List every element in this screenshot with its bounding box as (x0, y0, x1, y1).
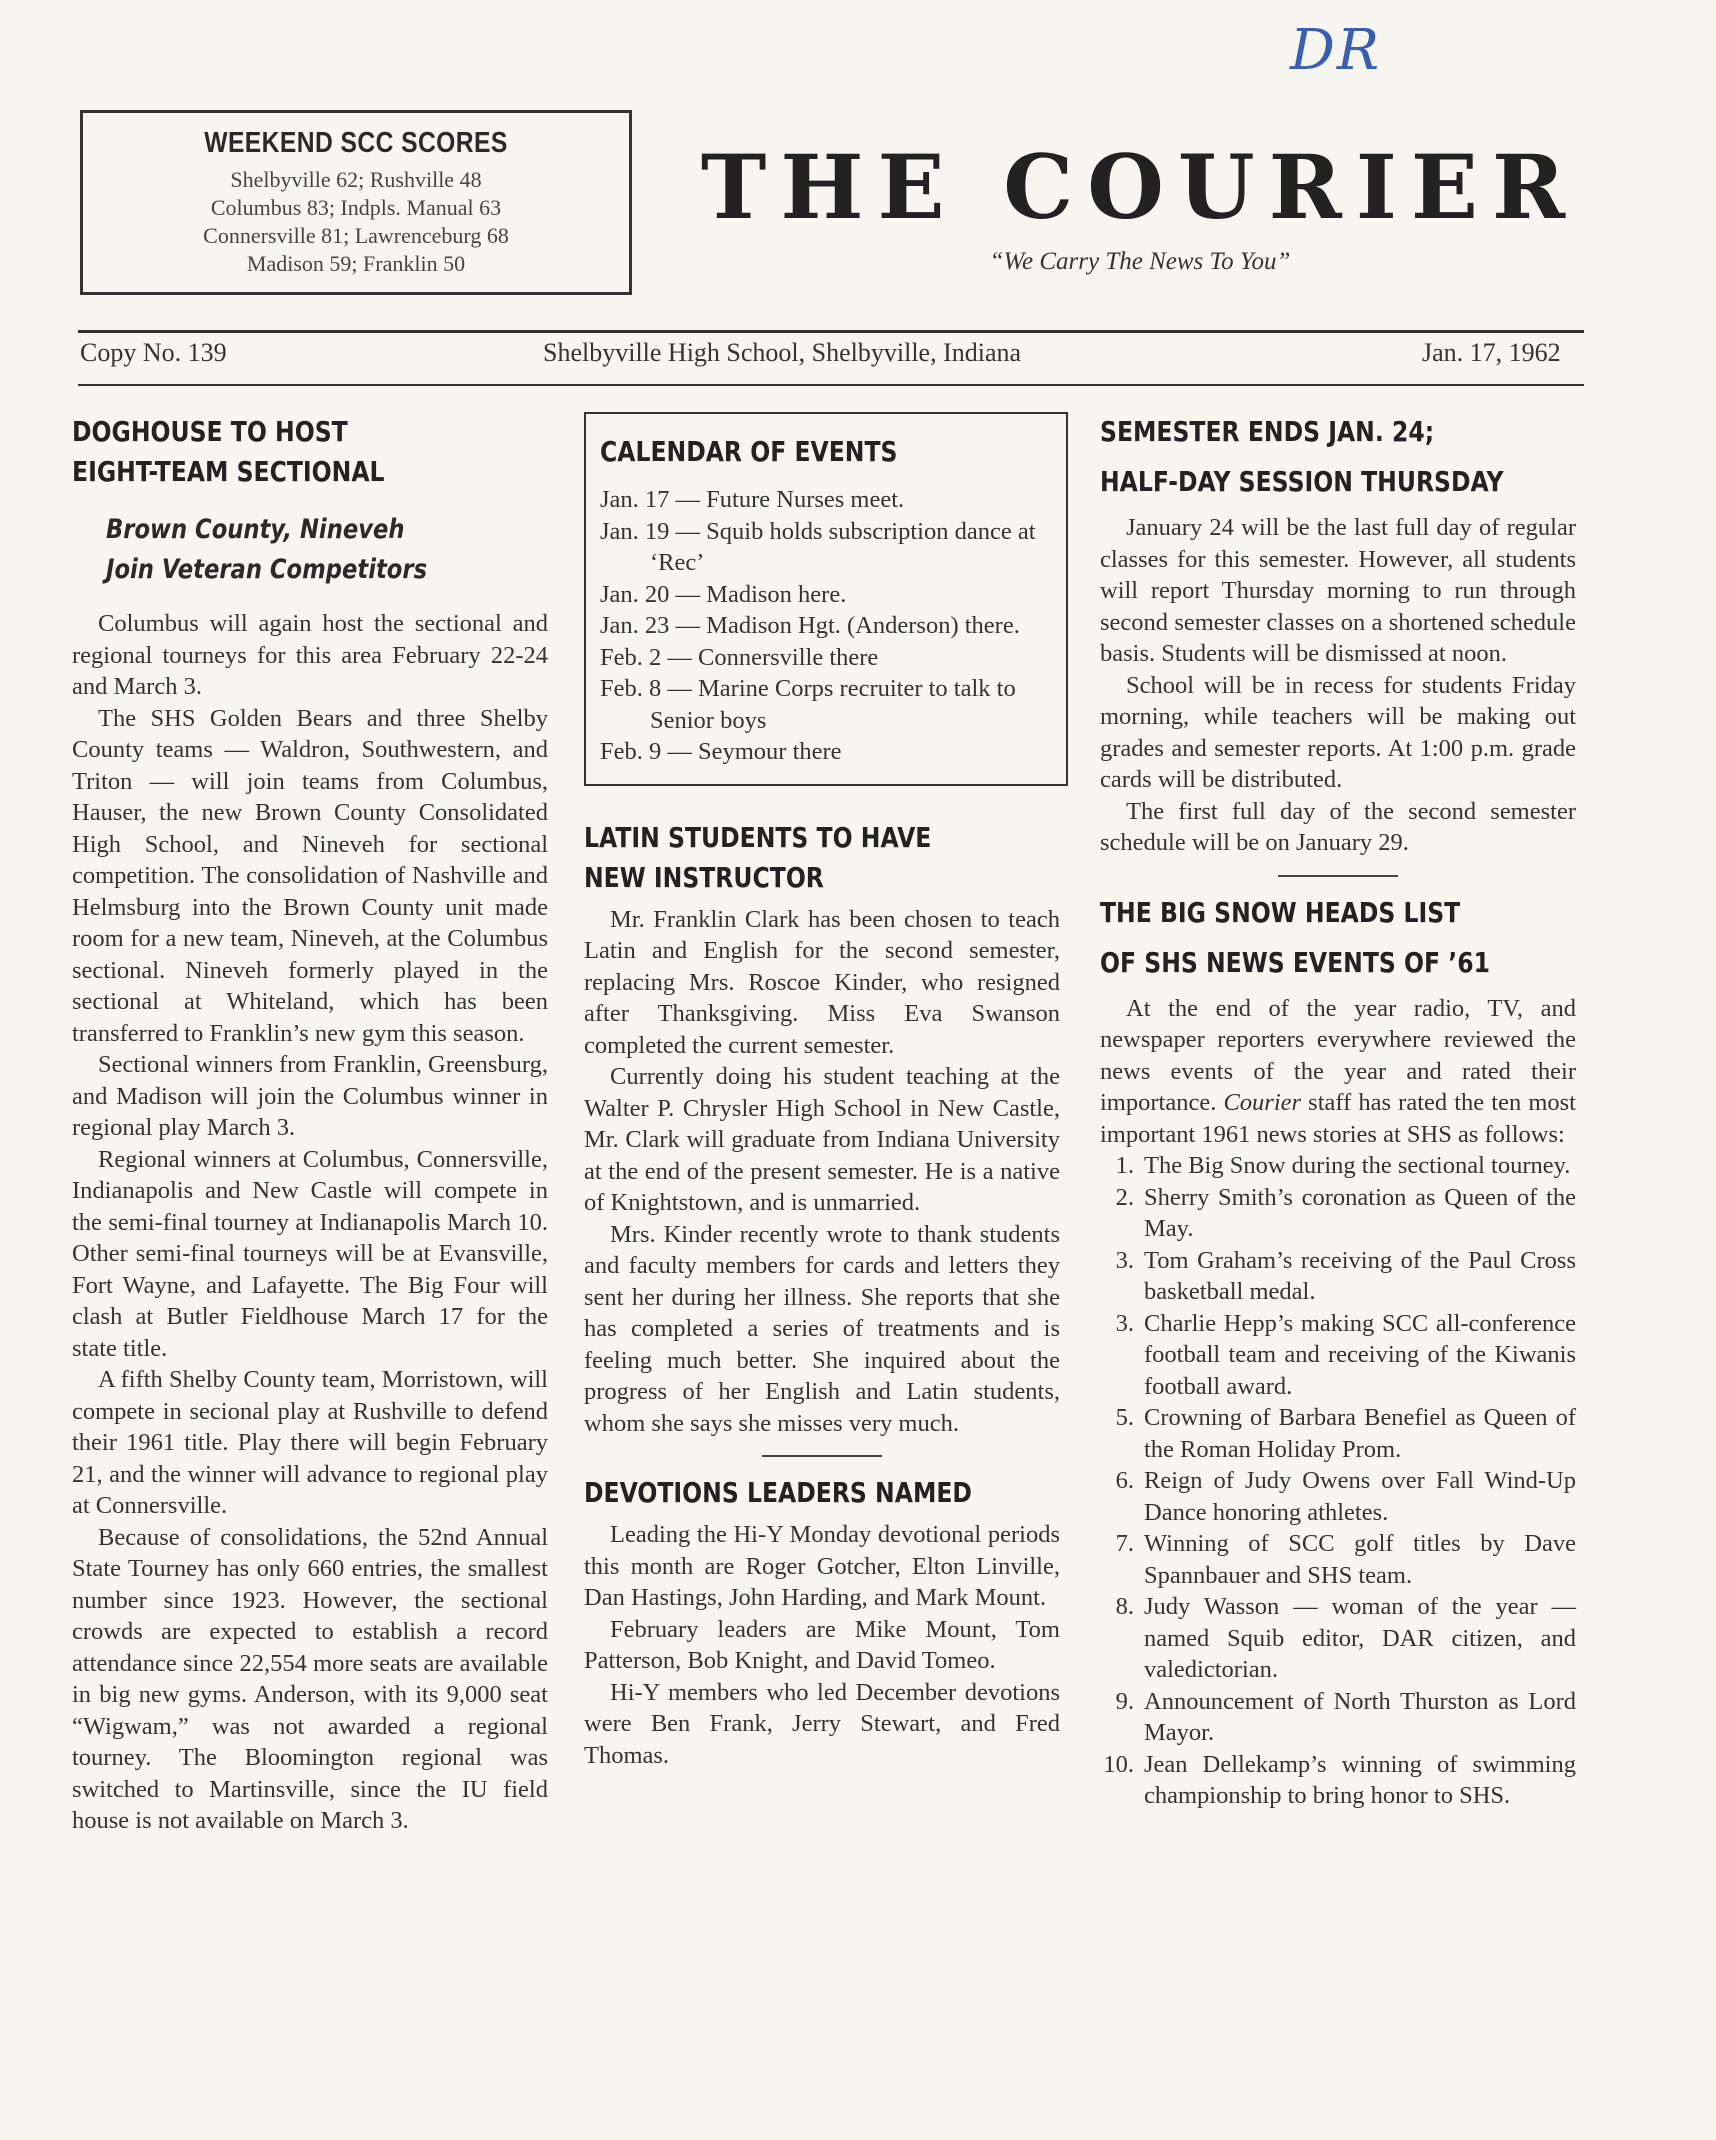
calendar-title: CALENDAR OF EVENTS (600, 435, 898, 468)
calendar-item: Feb. 2 — Connersville there (600, 643, 879, 671)
list-item (1100, 1182, 1576, 1245)
list-text: Crowning of Barbara Benefiel as Queen of the Roman Holiday Prom. (1144, 1404, 1576, 1463)
article-headline: EIGHT-TEAM SECTIONAL (72, 455, 385, 488)
copy-number: Copy No. 139 (80, 338, 227, 367)
list-text: Judy Wasson — woman of the year — named Squib editor, DAR citizen, and valedictorian. (1144, 1593, 1576, 1683)
article-divider (1278, 875, 1398, 877)
article-paragraph: School will be in recess for students Friday morning, while teachers will be making out grades and semester reports. At 1:00 p.m. grade cards will be distributed. (1100, 671, 1576, 793)
list-item (1100, 1749, 1576, 1812)
list-number: 3. (1115, 1246, 1134, 1274)
calendar-item: Jan. 20 — Madison here. (600, 580, 847, 608)
article-headline: THE BIG SNOW HEADS LIST (1100, 895, 1461, 929)
list-number: 8. (1115, 1593, 1134, 1620)
sectional-article (72, 412, 548, 1837)
list-number: 7. (1115, 1530, 1134, 1557)
devotions-article (584, 1473, 1060, 1771)
article-headline: DEVOTIONS LEADERS NAMED (584, 1476, 972, 1509)
calendar-item: Feb. 9 — Seymour there (600, 738, 842, 765)
masthead-slogan: “We Carry The News To You” (989, 248, 1291, 275)
list-text: The Big Snow during the sectional tourney. (1144, 1152, 1571, 1179)
list-text: Tom Graham’s receiving of the Paul Cross basketball medal. (1144, 1246, 1576, 1305)
courier-name: Courier (1223, 1089, 1302, 1116)
issue-date: Jan. 17, 1962 (1422, 338, 1561, 367)
article-paragraph: Mr. Franklin Clark has been chosen to teach Latin and English for the second semester, replacing Mrs. Roscoe Kinder, who resigned after Thanksgiving. Miss Eva Swanson completed the current semester. (584, 905, 1060, 1059)
article-headline: SEMESTER ENDS JAN. 24; (1100, 415, 1435, 448)
list-text: Announcement of North Thurston as Lord Mayor. (1144, 1687, 1576, 1746)
article-paragraph: Hi-Y members who led December devotions were Ben Frank, Jerry Stewart, and Fred Thomas. (584, 1678, 1060, 1769)
article-paragraph: A fifth Shelby County team, Morristown, will compete in secional play at Rushville to defend their 1961 title. Play there will begin February 21, and the winner will advance to regional play at Connersville. (72, 1366, 548, 1519)
list-text: Sherry Smith’s coronation as Queen of the May. (1144, 1183, 1576, 1242)
article-headline: HALF-DAY SESSION THURSDAY (1100, 465, 1504, 498)
intro-text: staff has rated the ten most important 1961 news stories at SHS as follows: (1100, 1089, 1576, 1148)
news-events-list (1100, 1150, 1576, 1812)
column-right (1100, 412, 1576, 1812)
calendar-item: Jan. 19 — Squib holds subscription dance at ‘Rec’ (600, 517, 1036, 576)
school-name: Shelbyville High School, Shelbyville, Indiana (543, 338, 1022, 367)
list-item (1100, 1465, 1576, 1528)
calendar-item: Jan. 23 — Madison Hgt. (Anderson) there. (600, 612, 1020, 639)
list-number: 10. (1103, 1750, 1134, 1778)
article-subheadline: Join Veteran Competitors (106, 554, 428, 585)
weekend-scores-box (80, 110, 632, 295)
article-paragraph: Mrs. Kinder recently wrote to thank students and faculty members for cards and letters they sent her during her illness. She reports that she has completed a series of treatments and is feeling much better. She inquired about the progress of her English and Latin students, whom she says she misses very much. (584, 1220, 1060, 1437)
article-paragraph: January 24 will be the last full day of regular classes for this semester. However, all students will report Thursday morning to run through second semester classes on a shortened schedule basis. Students will be dismissed at noon. (1100, 514, 1576, 667)
article-paragraph: The first full day of the second semester schedule will be on January 29. (1100, 797, 1576, 856)
calendar-box (584, 412, 1068, 786)
column-left (72, 412, 548, 1837)
list-item (1100, 1402, 1576, 1465)
article-subheadline: Brown County, Nineveh (106, 514, 405, 545)
list-text: Jean Dellekamp’s winning of swimming championship to bring honor to SHS. (1144, 1750, 1576, 1809)
score-line: Madison 59; Franklin 50 (246, 251, 466, 276)
article-headline: DOGHOUSE TO HOST (72, 415, 348, 448)
list-text: Winning of SCC golf titles by Dave Spannbauer and SHS team. (1144, 1530, 1576, 1589)
handwritten-initials: DR (1290, 18, 1382, 83)
article-paragraph: Leading the Hi-Y Monday devotional periods this month are Roger Gotcher, Elton Linville, Dan Hastings, John Harding, and Mark Mount. (584, 1521, 1060, 1611)
calendar-item: Jan. 17 — Future Nurses meet. (600, 486, 905, 513)
snow-article (1100, 893, 1576, 1812)
list-item (1100, 1686, 1576, 1749)
list-number: 1. (1115, 1152, 1134, 1179)
article-paragraph: Regional winners at Columbus, Connersville, Indianapolis and New Castle will compete in the semi-final tourney at Indianapolis March 10. Other semi-final tourneys will be at Evansville, Fort Wayne, and Lafayette. The Big Four will clash at Butler Fieldhouse March 17 for the state title. (72, 1145, 548, 1362)
score-line: Columbus 83; Indpls. Manual 63 (210, 195, 502, 220)
article-paragraph: Currently doing his student teaching at the Walter P. Chrysler High School in New Castle, Mr. Clark will graduate from Indiana University at the end of the present semester. He is a native of Knightstown, and is unmarried. (584, 1063, 1060, 1216)
article-headline: LATIN STUDENTS TO HAVE (584, 820, 932, 854)
article-paragraph: Sectional winners from Franklin, Greensburg, and Madison will join the Columbus winner in regional play March 3. (72, 1051, 548, 1141)
article-headline: OF SHS NEWS EVENTS OF ’61 (1100, 945, 1490, 979)
article-headline: NEW INSTRUCTOR (584, 860, 824, 894)
list-number: 5. (1115, 1404, 1134, 1431)
masthead-title: THE COURIER (700, 135, 1580, 239)
list-number: 2. (1115, 1183, 1134, 1211)
list-item (1100, 1245, 1576, 1308)
list-item (1100, 1308, 1576, 1403)
semester-article (1100, 412, 1576, 859)
calendar-item: Feb. 8 — Marine Corps recruiter to talk to Senior boys (600, 675, 1016, 734)
score-line: Shelbyville 62; Rushville 48 (230, 167, 482, 192)
article-paragraph: February leaders are Mike Mount, Tom Patterson, Bob Knight, and David Tomeo. (584, 1615, 1060, 1674)
article-paragraph: The SHS Golden Bears and three Shelby County teams — Waldron, Southwestern, and Triton — will join teams from Columbus, Hauser, the new Brown County Consolidated High School, and Nineveh for sectional competition. The consolidation of Nashville and Helmsburg into the Brown County unit made room for a new team, Nineveh, at the Columbus sectional. Nineveh formerly played in the sectional at Whiteland, which has been transferred to Franklin’s new gym this season. (72, 704, 548, 1047)
list-text: Charlie Hepp’s making SCC all-conference football team and receiving of the Kiwanis football award. (1144, 1309, 1576, 1400)
header-rule-top (78, 330, 1584, 333)
list-item (1100, 1528, 1576, 1591)
header-rule-bottom (78, 384, 1584, 386)
list-text: Reign of Judy Owens over Fall Wind-Up Dance honoring athletes. (1144, 1467, 1576, 1526)
list-number: 9. (1115, 1687, 1134, 1715)
list-number: 3. (1115, 1309, 1134, 1337)
article-paragraph: Because of consolidations, the 52nd Annual State Tourney has only 660 entries, the smallest number since 1923. However, the sectional crowds are expected to establish a record attendance since 22,554 more seats are available in big new gyms. Anderson, with its 9,000 seat “Wigwam,” was not awarded a regional tourney. The Bloomington regional was switched to Martinsville, since the IU field house is not available on March 3. (72, 1523, 548, 1834)
score-line: Connersville 81; Lawrenceburg 68 (203, 223, 509, 248)
list-item (1100, 1591, 1576, 1686)
intro-text: At the end of the year radio, TV, and newspaper reporters everywhere reviewed the news events of the year and rated their importance. (1100, 994, 1576, 1116)
latin-article (584, 818, 1060, 1440)
list-number: 6. (1115, 1467, 1134, 1494)
article-paragraph: Columbus will again host the sectional and regional tourneys for this area February 22-24 and March 3. (72, 610, 548, 700)
article-divider (762, 1455, 882, 1457)
list-item (1100, 1150, 1576, 1182)
scores-title: WEEKEND SCC SCORES (204, 127, 508, 159)
column-middle (584, 412, 1060, 1771)
article-paragraph (1100, 993, 1576, 1151)
